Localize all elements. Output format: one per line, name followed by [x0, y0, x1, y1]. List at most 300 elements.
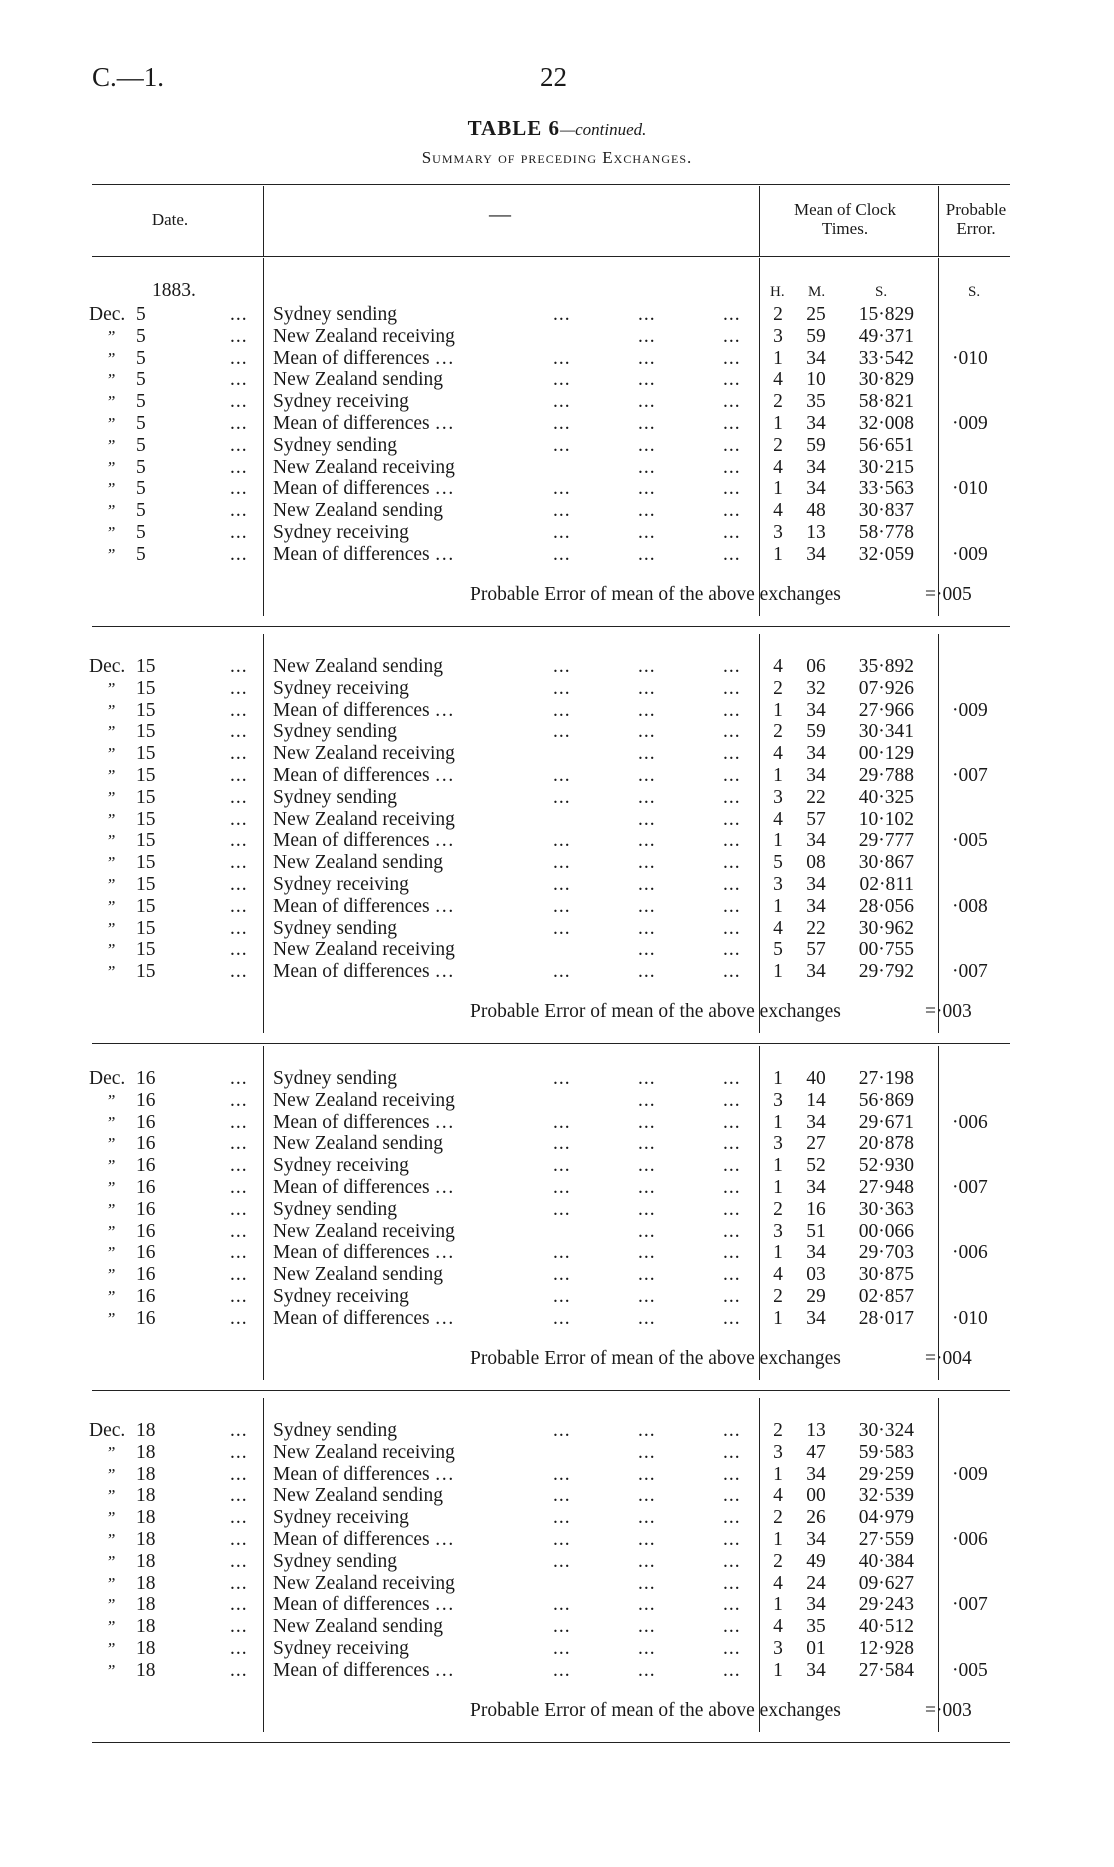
leader-dots: ... [638, 413, 656, 434]
clock-seconds: 32·539 [858, 1485, 914, 1507]
clock-minutes: 16 [806, 1198, 826, 1220]
leader-dots: ... [553, 1594, 571, 1616]
clock-hours: 4 [773, 369, 783, 391]
leader-dots: ... [723, 1594, 741, 1616]
column-rule [938, 1398, 939, 1732]
column-rule [263, 1398, 264, 1732]
date-day: 18 [136, 1529, 156, 1550]
clock-hours: 4 [773, 917, 783, 939]
clock-hours: 2 [773, 1198, 783, 1220]
leader-dots: ... [723, 939, 741, 961]
leader-dots: ... [553, 413, 571, 434]
leader-dots: ... [638, 1420, 656, 1441]
date-day: 15 [136, 743, 156, 765]
leader-dots: ... [638, 1155, 656, 1177]
table-row [0, 1068, 1114, 1090]
leader-dots: ... [553, 1659, 571, 1681]
ditto-mark: ” [106, 787, 116, 807]
probable-error-mean: =·003 [925, 1001, 972, 1023]
clock-minutes: 34 [806, 456, 826, 478]
date-day: 5 [136, 347, 146, 369]
probable-error: ·010 [952, 347, 988, 369]
leader-dots: ... [723, 1111, 741, 1133]
leader-dots: ... [230, 456, 248, 478]
leader-dots: ... [638, 543, 656, 565]
exchange-description: Sydney receiving [273, 1286, 409, 1307]
clock-minutes: 34 [806, 1463, 826, 1485]
date-day: 5 [136, 434, 146, 456]
exchange-description: New Zealand receiving [273, 939, 455, 961]
clock-seconds: 56·651 [858, 434, 914, 456]
clock-minutes: 25 [806, 304, 826, 325]
clock-hours: 1 [773, 347, 783, 369]
date-day: 18 [136, 1638, 156, 1659]
ditto-mark: ” [106, 1243, 116, 1263]
leader-dots: ... [553, 1264, 571, 1286]
exchange-description: New Zealand receiving [273, 808, 455, 830]
leader-dots: ... [638, 1286, 656, 1307]
leader-dots: ... [553, 1068, 571, 1089]
leader-dots: ... [638, 1616, 656, 1638]
table-row [0, 1573, 1114, 1595]
table-row [0, 1507, 1114, 1529]
leader-dots: ... [638, 917, 656, 939]
clock-hours: 1 [773, 765, 783, 786]
clock-minutes: 40 [806, 1068, 826, 1089]
clock-minutes: 34 [806, 765, 826, 786]
leader-dots: ... [230, 874, 248, 895]
leader-dots: ... [230, 522, 248, 543]
ditto-mark: ” [106, 1639, 116, 1658]
leader-dots: ... [553, 852, 571, 874]
date-month: Dec. [89, 1068, 126, 1089]
leader-dots: ... [723, 1133, 741, 1155]
probable-error: ·007 [952, 765, 988, 786]
leader-dots: ... [638, 1529, 656, 1550]
header-bottom-rule [92, 256, 1010, 257]
table-row [0, 656, 1114, 678]
exchange-description: Sydney receiving [273, 1507, 409, 1529]
ditto-mark: ” [106, 1551, 116, 1571]
table-row [0, 1112, 1114, 1134]
table-row [0, 304, 1114, 326]
leader-dots: ... [230, 325, 248, 347]
leader-dots: ... [553, 677, 571, 699]
exchange-description: Mean of differences … [273, 347, 455, 369]
leader-dots: ... [230, 939, 248, 961]
table-row [0, 413, 1114, 435]
table-row [0, 1090, 1114, 1112]
leader-dots: ... [230, 1111, 248, 1133]
clock-hours: 1 [773, 1111, 783, 1133]
clock-hours: 3 [773, 1133, 783, 1155]
leader-dots: ... [723, 1441, 741, 1463]
date-day: 16 [136, 1089, 156, 1111]
table-row [0, 1177, 1114, 1199]
leader-dots: ... [230, 699, 248, 721]
clock-minutes: 14 [806, 1089, 826, 1111]
probable-error: ·008 [952, 895, 988, 917]
probable-error: ·006 [952, 1242, 988, 1264]
clock-minutes: 29 [806, 1286, 826, 1307]
column-head-date: Date. [151, 210, 189, 229]
table-row [0, 1594, 1114, 1616]
date-day: 16 [136, 1242, 156, 1264]
leader-dots: ... [723, 656, 741, 677]
leader-dots: ... [638, 1133, 656, 1155]
date-day: 16 [136, 1177, 156, 1198]
date-day: 5 [136, 500, 146, 522]
clock-minutes: 24 [806, 1572, 826, 1594]
ditto-mark: ” [106, 1265, 116, 1285]
date-day: 18 [136, 1441, 156, 1463]
clock-hours: 4 [773, 456, 783, 478]
leader-dots: ... [723, 721, 741, 743]
probable-error: ·005 [952, 1659, 988, 1681]
column-rule [263, 186, 264, 256]
clock-minutes: 57 [806, 939, 826, 961]
ditto-mark: ” [106, 1308, 116, 1328]
leader-dots: ... [723, 1638, 741, 1659]
exchange-description: New Zealand sending [273, 1133, 444, 1155]
column-head-clock: Mean of Clock Times. [794, 200, 896, 238]
clock-hours: 3 [773, 325, 783, 347]
date-day: 15 [136, 721, 156, 743]
leader-dots: ... [638, 1177, 656, 1198]
leader-dots: ... [230, 304, 248, 325]
leader-dots: ... [553, 917, 571, 939]
ditto-mark: ” [106, 544, 116, 564]
clock-minutes: 34 [806, 1659, 826, 1681]
clock-seconds: 12·928 [858, 1638, 914, 1659]
clock-minutes: 34 [806, 1307, 826, 1329]
date-day: 16 [136, 1068, 156, 1089]
leader-dots: ... [723, 765, 741, 786]
leader-dots: ... [638, 1485, 656, 1507]
table-row [0, 1529, 1114, 1551]
exchange-description: New Zealand sending [273, 1616, 444, 1638]
leader-dots: ... [230, 1463, 248, 1485]
date-day: 15 [136, 765, 156, 786]
clock-seconds: 00·066 [858, 1220, 914, 1242]
leader-dots: ... [638, 304, 656, 325]
date-day: 15 [136, 677, 156, 699]
clock-seconds: 40·384 [858, 1550, 914, 1572]
date-month: Dec. [89, 1420, 126, 1441]
leader-dots: ... [553, 369, 571, 391]
clock-hours: 3 [773, 786, 783, 808]
exchange-description: Mean of differences … [273, 1659, 455, 1681]
leader-dots: ... [638, 656, 656, 677]
column-rule [938, 186, 939, 256]
group-separator-rule [92, 1043, 1010, 1044]
clock-seconds: 27·584 [858, 1659, 914, 1681]
clock-minutes: 34 [806, 413, 826, 434]
clock-seconds: 07·926 [858, 677, 914, 699]
date-day: 5 [136, 391, 146, 413]
exchange-description: Mean of differences … [273, 961, 455, 983]
leader-dots: ... [723, 699, 741, 721]
clock-seconds: 35·892 [858, 656, 914, 677]
leader-dots: ... [723, 347, 741, 369]
table-subtitle: Summary of preceding Exchanges. [421, 148, 693, 167]
date-day: 16 [136, 1286, 156, 1307]
leader-dots: ... [553, 961, 571, 983]
clock-seconds: 30·867 [858, 852, 914, 874]
clock-minutes: 34 [806, 895, 826, 917]
ditto-mark: ” [106, 700, 116, 720]
ditto-mark: ” [106, 809, 116, 829]
clock-minutes: 34 [806, 1177, 826, 1198]
ditto-mark: ” [106, 1617, 116, 1637]
date-month: Dec. [89, 656, 126, 677]
table-row [0, 478, 1114, 500]
ditto-mark: ” [106, 1486, 116, 1506]
date-day: 5 [136, 522, 146, 543]
leader-dots: ... [638, 786, 656, 808]
exchange-description: Sydney receiving [273, 677, 409, 699]
clock-seconds: 27·966 [858, 699, 914, 721]
date-day: 18 [136, 1507, 156, 1529]
date-day: 16 [136, 1220, 156, 1242]
table-row [0, 1420, 1114, 1442]
ditto-mark: ” [106, 1112, 116, 1132]
leader-dots: ... [553, 786, 571, 808]
probable-error: ·010 [952, 1307, 988, 1329]
leader-dots: ... [638, 961, 656, 983]
leader-dots: ... [230, 1638, 248, 1659]
leader-dots: ... [638, 1594, 656, 1616]
clock-minutes: 13 [806, 1420, 826, 1441]
clock-minutes: 03 [806, 1264, 826, 1286]
table-row [0, 809, 1114, 831]
clock-seconds: 49·371 [858, 325, 914, 347]
probable-error: ·007 [952, 1594, 988, 1616]
exchange-description: Mean of differences … [273, 1463, 455, 1485]
ditto-mark: ” [106, 501, 116, 521]
leader-dots: ... [723, 522, 741, 543]
clock-minutes: 34 [806, 1594, 826, 1616]
leader-dots: ... [553, 1242, 571, 1264]
leader-dots: ... [638, 1198, 656, 1220]
unit-minutes: M. [808, 284, 826, 300]
table-row [0, 787, 1114, 809]
clock-seconds: 29·243 [858, 1594, 914, 1616]
ditto-mark: ” [106, 744, 116, 764]
leader-dots: ... [638, 1463, 656, 1485]
probable-error: ·007 [952, 1177, 988, 1198]
clock-minutes: 57 [806, 808, 826, 830]
date-day: 16 [136, 1111, 156, 1133]
ditto-mark: ” [106, 1287, 116, 1306]
probable-error-mean: =·004 [925, 1347, 972, 1369]
table-row [0, 348, 1114, 370]
clock-seconds: 29·792 [858, 961, 914, 983]
date-day: 16 [136, 1307, 156, 1329]
leader-dots: ... [230, 1507, 248, 1529]
clock-seconds: 30·837 [858, 500, 914, 522]
leader-dots: ... [638, 1242, 656, 1264]
ditto-mark: ” [106, 766, 116, 785]
table-row [0, 1221, 1114, 1243]
leader-dots: ... [723, 391, 741, 413]
column-rule [263, 258, 264, 616]
leader-dots: ... [553, 765, 571, 786]
probable-error: ·009 [952, 413, 988, 434]
leader-dots: ... [638, 830, 656, 852]
leader-dots: ... [230, 1220, 248, 1242]
leader-dots: ... [230, 1198, 248, 1220]
leader-dots: ... [638, 522, 656, 543]
leader-dots: ... [230, 895, 248, 917]
clock-hours: 4 [773, 1485, 783, 1507]
probable-error-summary: Probable Error of mean of the above exchanges [470, 1699, 841, 1721]
clock-seconds: 20·878 [858, 1133, 914, 1155]
leader-dots: ... [723, 369, 741, 391]
ditto-mark: ” [106, 326, 116, 346]
clock-seconds: 30·341 [858, 721, 914, 743]
leader-dots: ... [638, 939, 656, 961]
clock-seconds: 30·324 [858, 1420, 914, 1441]
probable-error: ·006 [952, 1111, 988, 1133]
leader-dots: ... [723, 1572, 741, 1594]
table-row [0, 435, 1114, 457]
probable-error: ·006 [952, 1529, 988, 1550]
table-row [0, 700, 1114, 722]
table-row [0, 721, 1114, 743]
date-day: 15 [136, 939, 156, 961]
clock-hours: 1 [773, 1068, 783, 1089]
exchange-description: Sydney receiving [273, 1155, 409, 1177]
table-row [0, 1485, 1114, 1507]
exchange-description: New Zealand sending [273, 369, 444, 391]
ditto-mark: ” [106, 1199, 116, 1219]
leader-dots: ... [723, 830, 741, 852]
exchange-description: New Zealand sending [273, 656, 444, 677]
date-day: 18 [136, 1659, 156, 1681]
leader-dots: ... [553, 721, 571, 743]
clock-minutes: 34 [806, 874, 826, 895]
clock-seconds: 30·363 [858, 1198, 914, 1220]
leader-dots: ... [230, 434, 248, 456]
leader-dots: ... [230, 808, 248, 830]
leader-dots: ... [723, 434, 741, 456]
clock-hours: 4 [773, 500, 783, 522]
clock-hours: 3 [773, 1638, 783, 1659]
clock-hours: 1 [773, 830, 783, 852]
leader-dots: ... [723, 325, 741, 347]
ditto-mark: ” [106, 414, 116, 433]
exchange-description: Sydney sending [273, 1068, 398, 1089]
clock-seconds: 28·017 [858, 1307, 914, 1329]
exchange-description: Mean of differences … [273, 699, 455, 721]
leader-dots: ... [723, 1286, 741, 1307]
date-day: 15 [136, 786, 156, 808]
exchange-description: Mean of differences … [273, 830, 455, 852]
leader-dots: ... [723, 1529, 741, 1550]
ditto-mark: ” [106, 1442, 116, 1462]
column-head-error: Probable Error. [945, 200, 1007, 238]
date-day: 15 [136, 961, 156, 983]
clock-minutes: 34 [806, 543, 826, 565]
exchange-description: Sydney sending [273, 1550, 398, 1572]
leader-dots: ... [553, 1463, 571, 1485]
leader-dots: ... [230, 1594, 248, 1616]
leader-dots: ... [230, 961, 248, 983]
leader-dots: ... [638, 895, 656, 917]
leader-dots: ... [230, 1659, 248, 1681]
clock-seconds: 30·215 [858, 456, 914, 478]
column-rule [759, 258, 760, 616]
column-rule [263, 1046, 264, 1380]
leader-dots: ... [230, 1420, 248, 1441]
clock-hours: 2 [773, 1286, 783, 1307]
clock-minutes: 01 [806, 1638, 826, 1659]
leader-dots: ... [230, 1529, 248, 1550]
leader-dots: ... [638, 1089, 656, 1111]
clock-seconds: 30·829 [858, 369, 914, 391]
clock-hours: 1 [773, 961, 783, 983]
clock-minutes: 47 [806, 1441, 826, 1463]
clock-seconds: 52·930 [858, 1155, 914, 1177]
clock-seconds: 27·559 [858, 1529, 914, 1550]
leader-dots: ... [723, 1155, 741, 1177]
leader-dots: ... [230, 347, 248, 369]
leader-dots: ... [230, 391, 248, 413]
date-day: 15 [136, 895, 156, 917]
clock-hours: 1 [773, 1659, 783, 1681]
leader-dots: ... [723, 413, 741, 434]
leader-dots: ... [230, 1068, 248, 1089]
clock-minutes: 35 [806, 1616, 826, 1638]
leader-dots: ... [553, 1286, 571, 1307]
exchange-description: New Zealand receiving [273, 1220, 455, 1242]
leader-dots: ... [723, 456, 741, 478]
clock-minutes: 34 [806, 1529, 826, 1550]
leader-dots: ... [553, 1307, 571, 1329]
leader-dots: ... [553, 543, 571, 565]
leader-dots: ... [553, 830, 571, 852]
table-title-main: TABLE 6 [467, 116, 560, 140]
leader-dots: ... [723, 543, 741, 565]
table-row [0, 743, 1114, 765]
leader-dots: ... [723, 1463, 741, 1485]
leader-dots: ... [638, 721, 656, 743]
leader-dots: ... [230, 1177, 248, 1198]
clock-seconds: 29·259 [858, 1463, 914, 1485]
unit-seconds: S. [875, 284, 888, 300]
clock-minutes: 10 [806, 369, 826, 391]
date-day: 5 [136, 304, 146, 325]
ditto-mark: ” [106, 831, 116, 851]
date-day: 15 [136, 874, 156, 895]
exchange-description: Sydney sending [273, 786, 398, 808]
clock-minutes: 51 [806, 1220, 826, 1242]
clock-hours: 2 [773, 391, 783, 413]
leader-dots: ... [638, 1659, 656, 1681]
clock-seconds: 29·777 [858, 830, 914, 852]
leader-dots: ... [723, 874, 741, 895]
column-rule [759, 1046, 760, 1380]
probable-error: ·009 [952, 543, 988, 565]
date-day: 18 [136, 1485, 156, 1507]
clock-minutes: 34 [806, 347, 826, 369]
leader-dots: ... [230, 1441, 248, 1463]
table-row [0, 500, 1114, 522]
column-rule [263, 634, 264, 1033]
ditto-mark: ” [106, 918, 116, 938]
leader-dots: ... [638, 1264, 656, 1286]
